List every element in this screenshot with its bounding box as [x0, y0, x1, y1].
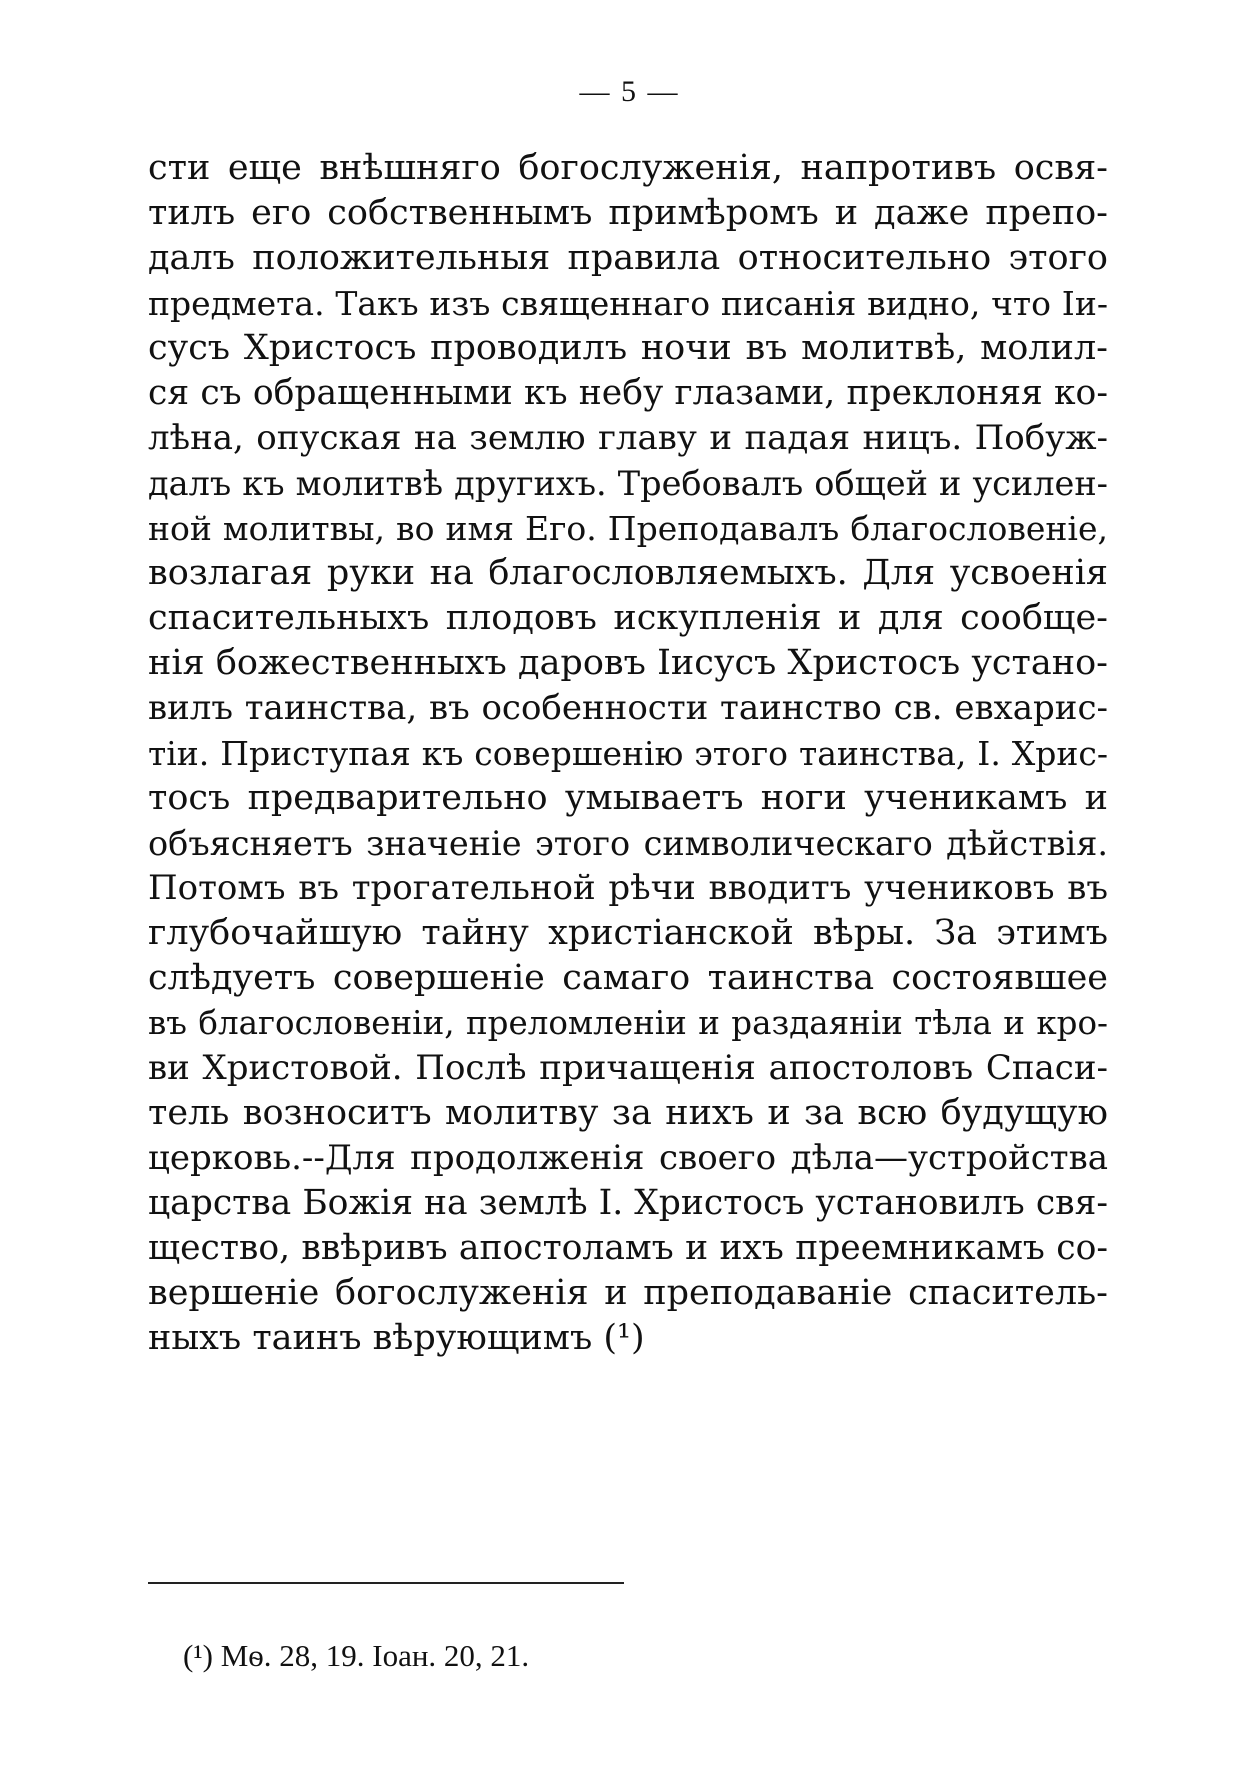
text-line: далъ положительныя правила относительно этого — [148, 238, 1108, 278]
text-line: ной молитвы, во имя Его. Преподавалъ благословеніе, — [148, 509, 1108, 548]
text-line: слѣдуетъ совершеніе самаго таинства состоявшее — [148, 958, 1108, 998]
text-line: вилъ таинства, въ особенности таинство св. евхарис- — [148, 688, 1108, 728]
text-line: церковь.--Для продолженія своего дѣла—устройства — [148, 1138, 1108, 1178]
text-line: объясняетъ значеніе этого символическаго дѣйствія. — [148, 824, 1108, 863]
text-line: тіи. Приступая къ совершенію этого таинства, І. Хрис- — [148, 734, 1108, 773]
text-line: глубочайшую тайну христіанской вѣры. За этимъ — [148, 913, 1108, 953]
text-line: тосъ предварительно умываетъ ноги ученикамъ и — [148, 778, 1108, 818]
page-number: — 5 — — [579, 75, 680, 108]
text-line: тель возноситъ молитву за нихъ и за всю будущую — [148, 1093, 1108, 1133]
text-line: царства Божія на землѣ І. Христосъ установилъ свя- — [148, 1183, 1108, 1223]
text-line: ся съ обращенными къ небу глазами, преклоняя ко- — [148, 373, 1108, 413]
text-line: нія божественныхъ даровъ Іисусъ Христосъ устано- — [148, 643, 1108, 683]
text-line: лѣна, опуская на землю главу и падая ницъ. Побуж- — [148, 418, 1108, 458]
text-line: въ благословеніи, преломленіи и раздаяніи тѣла и кро- — [148, 1004, 1108, 1042]
text-line: возлагая руки на благословляемыхъ. Для усвоенія — [148, 553, 1108, 593]
text-line: далъ къ молитвѣ другихъ. Требовалъ общей и усилен- — [148, 464, 1108, 503]
text-line: сти еще внѣшняго богослуженія, напротивъ освя- — [148, 148, 1108, 188]
footnote: (¹) Мѳ. 28, 19. Іоан. 20, 21. — [183, 1638, 530, 1673]
text-line: тилъ его собственнымъ примѣромъ и даже препо- — [148, 193, 1108, 233]
body-text — [148, 146, 1108, 1361]
text-line: Потомъ въ трогательной рѣчи вводитъ учениковъ въ — [148, 868, 1108, 908]
text-line: сусъ Христосъ проводилъ ночи въ молитвѣ, молил- — [148, 328, 1108, 368]
text-line: предмета. Такъ изъ священнаго писанія видно, что Іи- — [148, 284, 1108, 323]
text-line: ви Христовой. Послѣ причащенія апостоловъ Спаси- — [148, 1048, 1108, 1088]
text-line: щество, ввѣривъ апостоламъ и ихъ преемникамъ со- — [148, 1228, 1108, 1268]
text-line: вершеніе богослуженія и преподаваніе спаситель- — [148, 1273, 1108, 1313]
text-line-last: ныхъ таинъ вѣрующимъ (¹) — [148, 1318, 645, 1358]
footnote-rule — [148, 1582, 624, 1584]
text-line: спасительныхъ плодовъ искупленія и для сообще- — [148, 598, 1108, 638]
